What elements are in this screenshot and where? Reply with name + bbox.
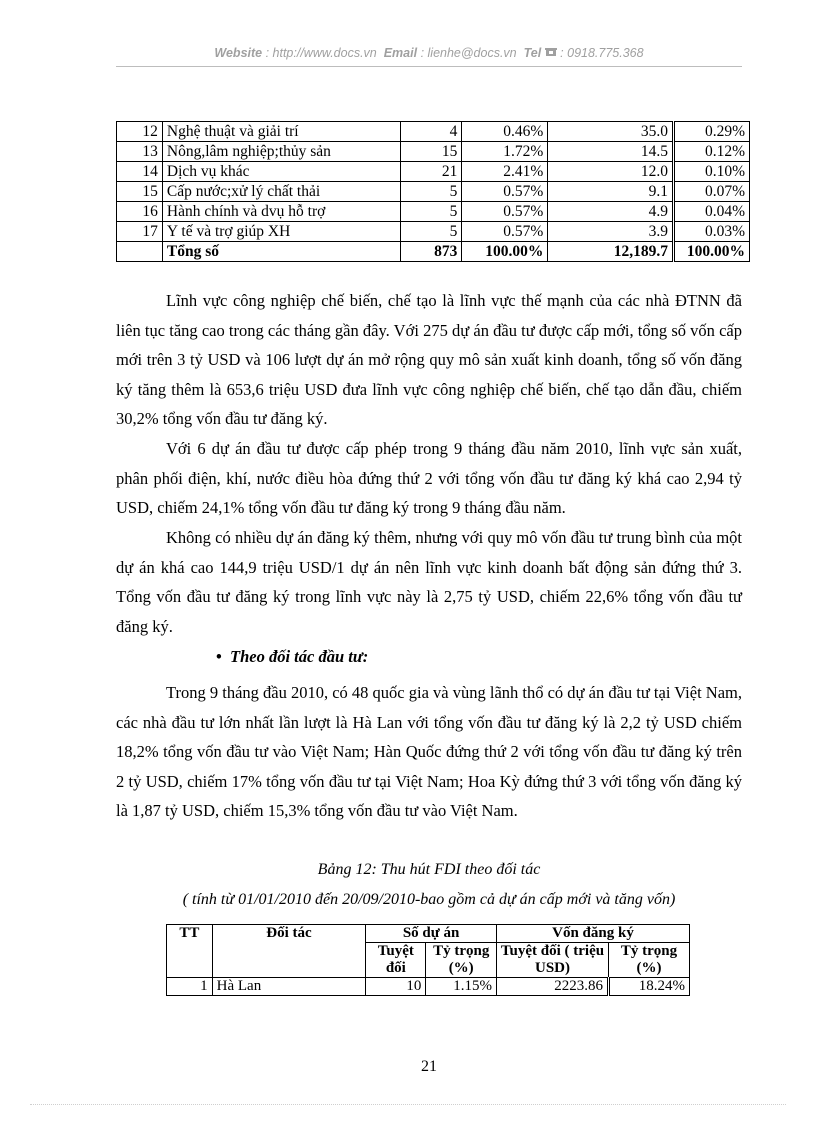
sector-table [116,121,750,262]
page-header [116,46,742,60]
cell-name: Nông,lâm nghiệp;thủy sản [162,142,400,162]
table-row [117,202,750,222]
cell-tt: 13 [117,142,163,162]
header-abs: Tuyệt đối [366,943,426,978]
paragraph-partners: Trong 9 tháng đầu 2010, có 48 quốc gia và vùng lãnh thổ có dự án đầu tư tại Việt Nam, các nhà đầu tư lớn nhất lần lượt là Hà Lan với tổng vốn đầu tư đăng ký là 2,2 tỷ USD chiếm 18,2% tổng vốn đầu tư vào Việt Nam; Hàn Quốc đứng thứ 2 với tổng vốn đầu tư đăng ký trên 2 tỷ USD, chiếm 17% tổng vốn đầu tư tại Việt Nam; Hoa Kỳ đứng thứ 3 với tổng vốn đăng ký là 1,87 tỷ USD, chiếm 15,3% tổng vốn đầu tư vào Việt Nam. [116,683,742,820]
email-label: Email [383,46,418,60]
header-partner: Đối tác [212,925,366,978]
partner-table [166,924,690,996]
table-row [167,978,690,996]
header-projects: Số dự án [366,925,497,943]
cell-name: Dịch vụ khác [162,162,400,182]
cell-tt [117,242,163,262]
website-value: : http://www.docs.vn [265,46,377,60]
table-row [117,222,750,242]
cell-capital: 4.9 [548,202,674,222]
cell-count-pct: 2.41% [462,162,548,182]
cell-partner: Hà Lan [212,978,366,996]
cell-capital-pct: 0.04% [674,202,750,222]
cell-capital: 2223.86 [496,978,608,996]
cell-count-pct: 0.46% [462,122,548,142]
cell-capital: 3.9 [548,222,674,242]
cell-capital-pct: 18.24% [609,978,690,996]
cell-capital: 14.5 [548,142,674,162]
email-value: : lienhe@docs.vn [420,46,517,60]
cell-capital: 12.0 [548,162,674,182]
tel-label: Tel [523,46,542,60]
cell-tt: 15 [117,182,163,202]
cell-count-pct: 0.57% [462,182,548,202]
cell-name: Hành chính và dvụ hỗ trợ [162,202,400,222]
cell-count: 5 [400,182,462,202]
cell-count: 21 [400,162,462,182]
header-tt: TT [167,925,213,978]
footer-divider [30,1104,786,1105]
cell-capital: 12,189.7 [548,242,674,262]
table-caption: Bảng 12: Thu hút FDI theo đối tác [317,861,541,878]
header-share: Tỷ trọng (%) [426,943,497,978]
cell-projects: 10 [366,978,426,996]
cell-tt: 17 [117,222,163,242]
cell-tt: 1 [167,978,213,996]
phone-icon [545,46,560,60]
table-row [117,122,750,142]
paragraph-manufacturing: Lĩnh vực công nghiệp chế biến, chế tạo là lĩnh vực thế mạnh của các nhà ĐTNN đã liên tục tăng cao trong các tháng gần đây. Với 275 dự án đầu tư được cấp mới, tổng số vốn cấp mới trên 3 tỷ USD và 106 lượt dự án mở rộng quy mô sản xuất kinh doanh, tổng số vốn đăng ký tăng thêm là 653,6 triệu USD đưa lĩnh vực công nghiệp chế biến, chế tạo dẫn đầu, chiếm 30,2% tổng vốn đầu tư đăng ký. [116,291,742,428]
cell-capital: 9.1 [548,182,674,202]
cell-name: Cấp nước;xử lý chất thải [162,182,400,202]
cell-count: 873 [400,242,462,262]
cell-count-pct: 100.00% [462,242,548,262]
cell-count: 5 [400,222,462,242]
cell-name: Nghệ thuật và giải trí [162,122,400,142]
table-total-row [117,242,750,262]
cell-name: Tổng số [162,242,400,262]
header-abs-musd: Tuyệt đối ( triệu USD) [496,943,608,978]
cell-capital-pct: 0.29% [674,122,750,142]
header-capital: Vốn đăng ký [496,925,689,943]
cell-count-pct: 0.57% [462,222,548,242]
cell-tt: 14 [117,162,163,182]
paragraph-electricity: Với 6 dự án đầu tư được cấp phép trong 9 tháng đầu năm 2010, lĩnh vực sản xuất, phân phối điện, khí, nước điều hòa đứng thứ 2 với tổng vốn đầu tư đăng ký khá cao 2,94 tỷ USD, chiếm 24,1% tổng vốn đầu tư đăng ký trong 9 tháng đầu năm. [116,439,742,517]
table-row [117,182,750,202]
bullet-icon: • [216,647,222,666]
cell-name: Y tế và trợ giúp XH [162,222,400,242]
cell-count: 15 [400,142,462,162]
table-row [117,162,750,182]
header-share2: Tỷ trọng (%) [609,943,690,978]
header-divider [116,66,742,67]
cell-count: 5 [400,202,462,222]
cell-tt: 12 [117,122,163,142]
cell-capital-pct: 0.07% [674,182,750,202]
cell-capital: 35.0 [548,122,674,142]
cell-capital-pct: 0.10% [674,162,750,182]
cell-tt: 16 [117,202,163,222]
page-number: 21 [421,1058,437,1075]
cell-projects-pct: 1.15% [426,978,497,996]
cell-capital-pct: 100.00% [674,242,750,262]
cell-capital-pct: 0.12% [674,142,750,162]
bullet-heading: • Theo đối tác đầu tư: [216,647,369,666]
table-subcaption: ( tính từ 01/01/2010 đến 20/09/2010-bao gồm cả dự án cấp mới và tăng vốn) [182,891,676,908]
cell-count-pct: 1.72% [462,142,548,162]
cell-capital-pct: 0.03% [674,222,750,242]
paragraph-real-estate: Không có nhiều dự án đăng ký thêm, nhưng với quy mô vốn đầu tư trung bình của một dự án khá cao 144,9 triệu USD/1 dự án nên lĩnh vực kinh doanh bất động sản đứng thứ 3. Tổng vốn đầu tư đăng ký trong lĩnh vực này là 2,75 tỷ USD, chiếm 22,6% tổng vốn đầu tư đăng ký. [116,528,742,636]
tel-value: : 0918.775.368 [560,46,644,60]
cell-count-pct: 0.57% [462,202,548,222]
table-row [117,142,750,162]
website-label: Website [214,46,263,60]
cell-count: 4 [400,122,462,142]
